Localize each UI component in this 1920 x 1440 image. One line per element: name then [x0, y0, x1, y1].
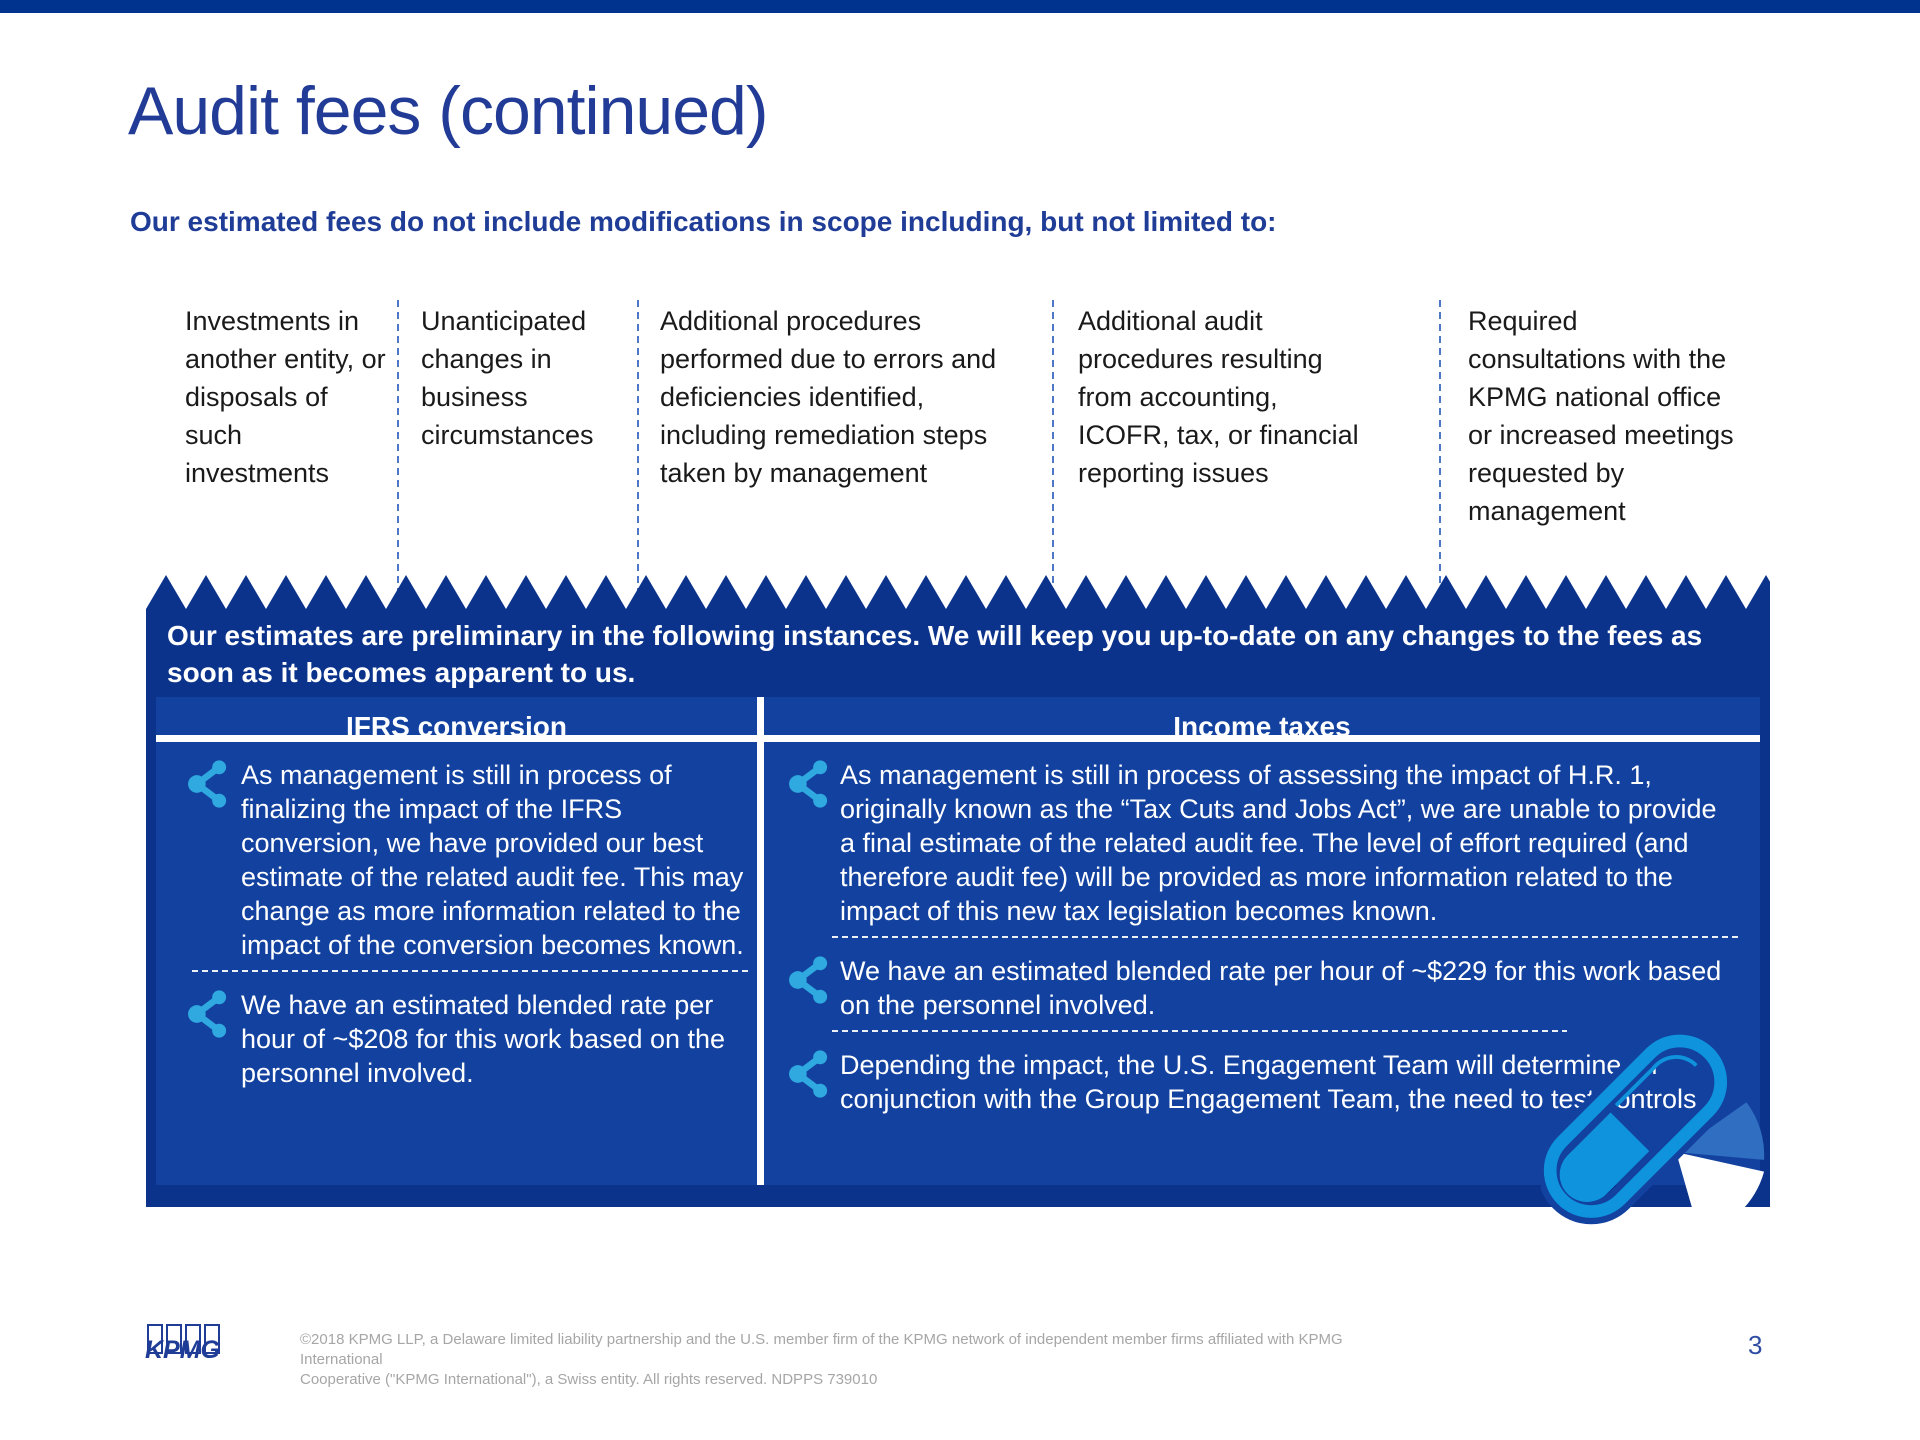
kpmg-logo-text: KPMG	[145, 1336, 220, 1364]
share-icon	[185, 988, 231, 1040]
bullet-row	[156, 758, 757, 962]
panel-header: IFRS conversion	[346, 711, 567, 742]
kpmg-logo	[145, 1324, 220, 1368]
dashed-column-separator	[1052, 300, 1054, 600]
copyright-text	[300, 1330, 1350, 1390]
bullet-text: As management is still in process of finalizing the impact of the IFRS conversion, we have provided our best estimate of the related audit fee. This may change as more information related to the impact of the conversion becomes known.	[241, 760, 744, 960]
page-title: Audit fees (continued)	[128, 73, 768, 149]
scope-heading: Our estimated fees do not include modifications in scope including, but not limited to:	[130, 206, 1277, 237]
bullet-text: We have an estimated blended rate per hour of ~$208 for this work based on the personnel involved.	[241, 990, 726, 1088]
scope-item: Required consultations with the KPMG national office or increased meetings requested by management	[1468, 306, 1734, 526]
bullet-row	[764, 954, 1760, 1022]
dashed-column-separator	[1439, 300, 1441, 600]
zigzag-edge	[146, 575, 1770, 609]
dashed-column-separator	[637, 300, 639, 600]
scope-item: Unanticipated changes in business circumstances	[421, 306, 594, 450]
page-number: 3	[1748, 1330, 1763, 1360]
estimates-banner	[146, 575, 1770, 1207]
bullet-row	[764, 758, 1760, 928]
dashed-divider	[192, 970, 748, 972]
bullet-row	[156, 988, 757, 1090]
bullet-text: As management is still in process of assessing the impact of H.R. 1, originally known as the “Tax Cuts and Jobs Act”, we are unable to provide a final estimate of the related audit fee. The level of effort required (and therefore audit fee) will be provided as more information related to the impact of this new tax legislation becomes known.	[840, 760, 1717, 926]
bullet-text: Depending the impact, the U.S. Engagement Team will determine, in conjunction with the Group Engagement Team, the need to test controls.	[840, 1050, 1705, 1114]
dashed-divider	[832, 1030, 1567, 1032]
share-icon	[786, 1048, 832, 1100]
top-accent-bar	[0, 0, 1920, 13]
share-icon	[786, 954, 832, 1006]
panel-ifrs-conversion	[156, 697, 757, 1185]
dashed-column-separator	[397, 300, 399, 600]
pill-pie-icon	[1541, 1027, 1776, 1242]
banner-intro: Our estimates are preliminary in the following instances. We will keep you up-to-date on any changes to the fees as soon as it becomes apparent to us.	[167, 620, 1703, 688]
panel-divider	[757, 697, 764, 1185]
scope-item: Investments in another entity, or disposals of such investments	[185, 306, 386, 488]
scope-item: Additional procedures performed due to errors and deficiencies identified, including remediation steps taken by management	[660, 306, 997, 488]
panel-header: Income taxes	[1173, 711, 1351, 742]
scope-item: Additional audit procedures resulting from accounting, ICOFR, tax, or financial reporting issues	[1078, 306, 1359, 488]
share-icon	[185, 758, 231, 810]
share-icon	[786, 758, 832, 810]
bullet-text: We have an estimated blended rate per hour of ~$229 for this work based on the personnel involved.	[840, 956, 1722, 1020]
banner-panels	[156, 697, 1760, 1185]
banner-body	[146, 609, 1770, 1207]
copyright-line: Cooperative ("KPMG International"), a Swiss entity. All rights reserved. NDPPS 739010	[300, 1371, 878, 1388]
copyright-line: ©2018 KPMG LLP, a Delaware limited liability partnership and the U.S. member firm of the KPMG network of independent member firms affiliated with KPMG International	[300, 1331, 1343, 1368]
dashed-divider	[832, 936, 1740, 938]
